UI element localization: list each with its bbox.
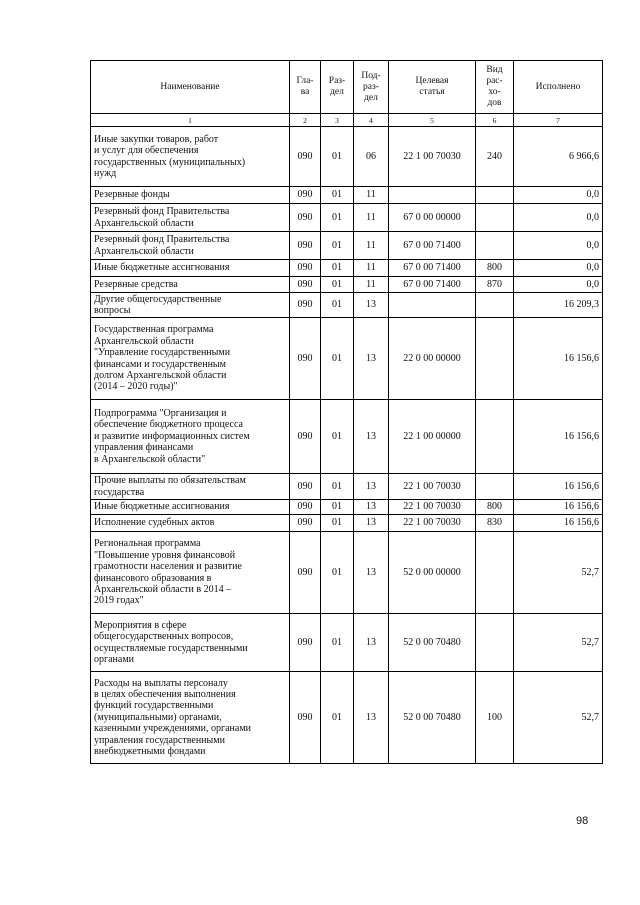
row-vid: 240: [476, 127, 514, 187]
row-vid: 100: [476, 672, 514, 764]
table-row: [91, 232, 603, 260]
row-vid: [476, 293, 514, 318]
table-row: [91, 474, 603, 500]
table-row: [91, 400, 603, 474]
row-statya: [389, 187, 476, 204]
row-statya: 22 1 00 70030: [389, 500, 476, 515]
row-name: Региональная программа "Повышение уровня финансовой грамотности населения и развитие финансового образования в Архангельской области в 2014 – 2019 годах": [91, 532, 290, 614]
row-statya: 52 0 00 70480: [389, 614, 476, 672]
table-row: [91, 532, 603, 614]
row-name: Иные бюджетные ассигнования: [91, 260, 290, 277]
row-vid: [476, 204, 514, 232]
row-statya: 67 0 00 00000: [389, 204, 476, 232]
row-statya: [389, 293, 476, 318]
row-podrazdel: 11: [354, 277, 389, 293]
table-row: [91, 127, 603, 187]
row-ispolneno: 0,0: [514, 232, 603, 260]
row-name: Подпрограмма "Организация и обеспечение бюджетного процесса и развитие информационных систем управления финансами в Архангельской области": [91, 400, 290, 474]
column-number: 4: [354, 114, 389, 127]
row-statya: 67 0 00 71400: [389, 232, 476, 260]
column-number: 6: [476, 114, 514, 127]
row-name: Резервные фонды: [91, 187, 290, 204]
row-podrazdel: 13: [354, 400, 389, 474]
row-podrazdel: 11: [354, 204, 389, 232]
row-glava: 090: [290, 277, 321, 293]
table-row: [91, 500, 603, 515]
table-row: [91, 204, 603, 232]
row-vid: 870: [476, 277, 514, 293]
row-glava: 090: [290, 474, 321, 500]
row-podrazdel: 11: [354, 260, 389, 277]
row-glava: 090: [290, 318, 321, 400]
row-vid: 800: [476, 260, 514, 277]
header-podrazdel: Под- раз- дел: [354, 61, 389, 114]
row-podrazdel: 06: [354, 127, 389, 187]
row-name: Иные бюджетные ассигнования: [91, 500, 290, 515]
row-name: Резервный фонд Правительства Архангельской области: [91, 204, 290, 232]
row-ispolneno: 16 156,6: [514, 400, 603, 474]
row-ispolneno: 16 156,6: [514, 318, 603, 400]
row-ispolneno: 0,0: [514, 260, 603, 277]
row-ispolneno: 52,7: [514, 532, 603, 614]
column-number-row: [91, 114, 603, 127]
row-glava: 090: [290, 204, 321, 232]
row-name: Резервные средства: [91, 277, 290, 293]
row-statya: 22 1 00 00000: [389, 400, 476, 474]
row-razdel: 01: [321, 515, 354, 532]
row-ispolneno: 16 156,6: [514, 500, 603, 515]
row-razdel: 01: [321, 204, 354, 232]
row-razdel: 01: [321, 672, 354, 764]
row-razdel: 01: [321, 318, 354, 400]
row-statya: 52 0 00 00000: [389, 532, 476, 614]
row-name: Мероприятия в сфере общегосударственных вопросов, осуществляемые государственными органами: [91, 614, 290, 672]
table-row: [91, 318, 603, 400]
row-name: Резервный фонд Правительства Архангельской области: [91, 232, 290, 260]
row-podrazdel: 11: [354, 232, 389, 260]
row-name: Исполнение судебных актов: [91, 515, 290, 532]
row-razdel: 01: [321, 187, 354, 204]
row-podrazdel: 13: [354, 532, 389, 614]
row-podrazdel: 13: [354, 500, 389, 515]
row-vid: 830: [476, 515, 514, 532]
row-vid: 800: [476, 500, 514, 515]
row-ispolneno: 16 156,6: [514, 474, 603, 500]
row-razdel: 01: [321, 260, 354, 277]
row-ispolneno: 16 156,6: [514, 515, 603, 532]
row-razdel: 01: [321, 232, 354, 260]
row-glava: 090: [290, 532, 321, 614]
row-glava: 090: [290, 260, 321, 277]
row-statya: 22 0 00 00000: [389, 318, 476, 400]
row-ispolneno: 52,7: [514, 672, 603, 764]
row-glava: 090: [290, 672, 321, 764]
row-glava: 090: [290, 232, 321, 260]
row-vid: [476, 614, 514, 672]
row-glava: 090: [290, 614, 321, 672]
table-row: [91, 260, 603, 277]
header-ispolneno: Исполнено: [514, 61, 603, 114]
row-ispolneno: 0,0: [514, 204, 603, 232]
row-razdel: 01: [321, 127, 354, 187]
table-row: [91, 672, 603, 764]
column-number: 1: [91, 114, 290, 127]
row-razdel: 01: [321, 400, 354, 474]
row-statya: 22 1 00 70030: [389, 474, 476, 500]
row-razdel: 01: [321, 500, 354, 515]
row-vid: [476, 232, 514, 260]
row-podrazdel: 13: [354, 515, 389, 532]
row-statya: 22 1 00 70030: [389, 515, 476, 532]
table-row: [91, 614, 603, 672]
row-name: Расходы на выплаты персоналу в целях обеспечения выполнения функций государственными (муниципальными) органами, казенными учреждениями, органами управления государственными внебюджетными фондами: [91, 672, 290, 764]
row-ispolneno: 0,0: [514, 187, 603, 204]
row-ispolneno: 52,7: [514, 614, 603, 672]
row-ispolneno: 6 966,6: [514, 127, 603, 187]
row-vid: [476, 532, 514, 614]
column-number: 7: [514, 114, 603, 127]
row-statya: 67 0 00 71400: [389, 277, 476, 293]
row-razdel: 01: [321, 277, 354, 293]
row-statya: 52 0 00 70480: [389, 672, 476, 764]
row-podrazdel: 13: [354, 293, 389, 318]
column-number: 5: [389, 114, 476, 127]
row-vid: [476, 400, 514, 474]
row-razdel: 01: [321, 614, 354, 672]
row-name: Прочие выплаты по обязательствам государства: [91, 474, 290, 500]
row-glava: 090: [290, 127, 321, 187]
budget-table-body: [91, 61, 603, 764]
row-statya: 67 0 00 71400: [389, 260, 476, 277]
row-podrazdel: 13: [354, 614, 389, 672]
row-ispolneno: 0,0: [514, 277, 603, 293]
table-row: [91, 293, 603, 318]
row-vid: [476, 474, 514, 500]
row-podrazdel: 13: [354, 672, 389, 764]
table-row: [91, 187, 603, 204]
row-name: Другие общегосударственные вопросы: [91, 293, 290, 318]
row-vid: [476, 187, 514, 204]
table-row: [91, 515, 603, 532]
row-name: Иные закупки товаров, работ и услуг для обеспечения государственных (муниципальных) нужд: [91, 127, 290, 187]
row-glava: 090: [290, 400, 321, 474]
header-glava: Гла- ва: [290, 61, 321, 114]
header-vid: Вид рас- хо- дов: [476, 61, 514, 114]
row-podrazdel: 13: [354, 318, 389, 400]
row-statya: 22 1 00 70030: [389, 127, 476, 187]
budget-table: [90, 60, 603, 764]
row-razdel: 01: [321, 474, 354, 500]
table-row: [91, 277, 603, 293]
column-number: 2: [290, 114, 321, 127]
header-name: Наименование: [91, 61, 290, 114]
header-statya: Целевая статья: [389, 61, 476, 114]
row-name: Государственная программа Архангельской области "Управление государственными финансами и государственным долгом Архангельской области (2014 – 2020 годы)": [91, 318, 290, 400]
row-glava: 090: [290, 187, 321, 204]
row-podrazdel: 11: [354, 187, 389, 204]
row-glava: 090: [290, 515, 321, 532]
row-razdel: 01: [321, 532, 354, 614]
row-ispolneno: 16 209,3: [514, 293, 603, 318]
column-number: 3: [321, 114, 354, 127]
page-number: 98: [576, 815, 589, 827]
header-razdel: Раз- дел: [321, 61, 354, 114]
row-glava: 090: [290, 293, 321, 318]
row-glava: 090: [290, 500, 321, 515]
row-razdel: 01: [321, 293, 354, 318]
row-podrazdel: 13: [354, 474, 389, 500]
header-row: [91, 61, 603, 114]
row-vid: [476, 318, 514, 400]
